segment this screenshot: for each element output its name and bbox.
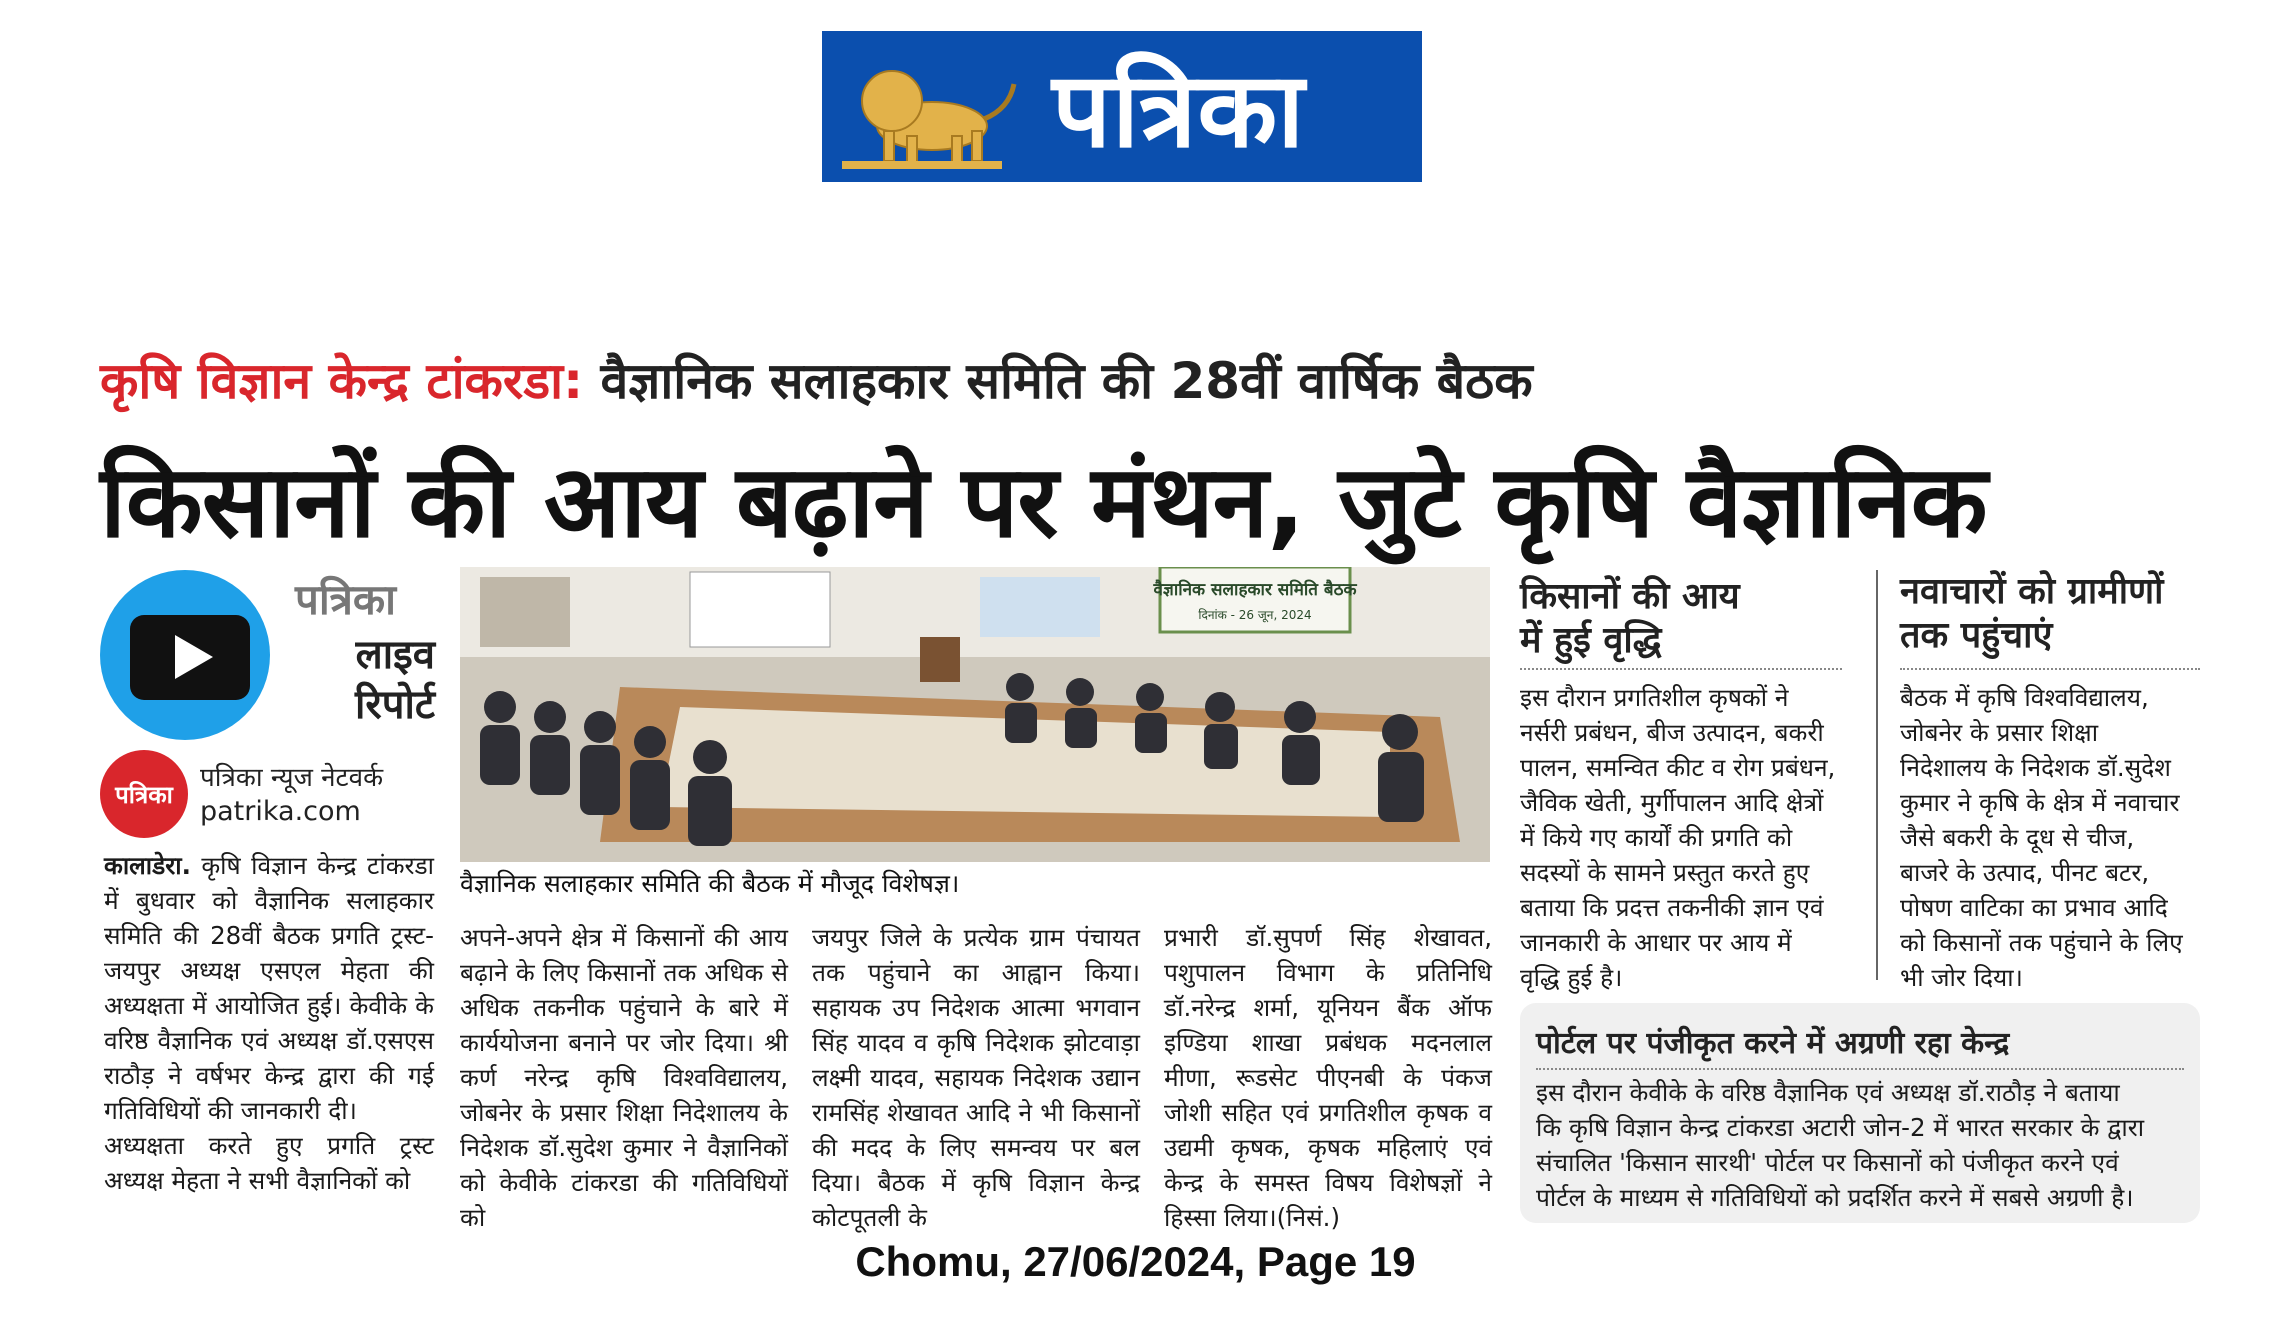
column-divider (1876, 570, 1878, 980)
sidebar-innovation-text: बैठक में कृषि विश्वविद्यालय, जोबनेर के प्रसार शिक्षा निदेशालय के निदेशक डॉ.सुदेश कुमार ने कृषि के क्षेत्र में नवाचार जैसे बकरी के दूध से चीज, बाजरे के उत्पाद, पीनट बटर, पोषण वाटिका का प्रभाव आदि को किसानों तक पहुंचाने के लिए भी जोर दिया। (1900, 683, 2183, 992)
patrika-logo-icon: पत्रिका (100, 750, 188, 838)
divider (1536, 1068, 2184, 1070)
divider (1520, 668, 1842, 670)
portal-heading: पोर्टल पर पंजीकृत करने में अग्रणी रहा केन्द्र (1536, 1026, 2010, 1061)
lion-logo-icon (822, 31, 1022, 182)
article-dateline: कालाडेरा. (104, 851, 191, 880)
divider (1900, 668, 2200, 670)
article-headline: किसानों की आय बढ़ाने पर मंथन, जुटे कृषि वैज्ञानिक (100, 443, 1987, 560)
article-kicker (100, 345, 2200, 415)
photo-caption: वैज्ञानिक सलाहकार समिति की बैठक में मौजूद विशेषज्ञ। (460, 869, 960, 898)
portal-box (1520, 1003, 2200, 1223)
masthead (822, 31, 1422, 182)
column-1-text: कृषि विज्ञान केन्द्र टांकरडा में बुधवार को वैज्ञानिक सलाहकार समिति की 28वीं बैठक प्रगति ट्रस्ट-जयपुर अध्यक्ष एसएल मेहता की अध्यक्षता में आयोजित हुई। केवीके के वरिष्ठ वैज्ञानिक एवं अध्यक्ष डॉ.एसएस राठौड़ ने वर्षभर केन्द्र द्वारा की गई गतिविधियों की जानकारी दी। अध्यक्षता करते हुए प्रगति ट्रस्ट अध्यक्ष मेहता ने सभी वैज्ञानिकों को (104, 851, 434, 1195)
sidebar-income-text: इस दौरान प्रगतिशील कृषकों ने नर्सरी प्रबंधन, बीज उत्पादन, बकरी पालन, समन्वित कीट व रोग प्रबंधन, जैविक खेती, मुर्गीपालन आदि क्षेत्रों में किये गए कार्यों की प्रगति को सदस्यों के सामने प्रस्तुत करते हुए बताया कि प्रदत्त तकनीकी ज्ञान एवं जानकारी के आधार पर आय में वृद्धि हुई है। (1520, 683, 1836, 992)
kicker-subject: वैज्ञानिक सलाहकार समिति की 28वीं वार्षिक बैठक (600, 352, 1533, 410)
article-column-1 (104, 848, 434, 1228)
play-icon[interactable] (130, 615, 250, 700)
photo-banner-text: वैज्ञानिक सलाहकार समिति बैठक (1153, 580, 1357, 600)
sidebar-income-heading: किसानों की आय में हुई वृद्धि (1520, 576, 1740, 661)
photo-banner-date: दिनांक - 26 जून, 2024 (1198, 608, 1312, 622)
article-column-3: जयपुर जिले के प्रत्येक ग्राम पंचायत तक पहुंचाने का आह्वान किया। सहायक उप निदेशक आत्मा भगवान सिंह यादव व कृषि निदेशक झोटवाड़ा लक्ष्मी यादव, सहायक निदेशक उद्यान रामसिंह शेखावत आदि ने भी किसानों की मदद के लिए समन्वय पर बल दिया। बैठक में कृषि विज्ञान केन्द्र कोटपूतली के (812, 923, 1140, 1232)
network-url[interactable]: patrika.com (200, 796, 361, 827)
article-column-4: प्रभारी डॉ.सुपर्ण सिंह शेखावत, पशुपालन विभाग के प्रतिनिधि डॉ.नरेन्द्र शर्मा, यूनियन बैंक ऑफ इण्डिया शाखा प्रबंधक मदनलाल मीणा, रूडसेट पीएनबी के पंकज जोशी सहित एवं प्रगतिशील कृषक व उद्यमी कृषक, कृषक महिलाएं एवं केन्द्र के समस्त विषय विशेषज्ञों ने हिस्सा लिया।(निसं.) (1164, 923, 1492, 1232)
meeting-photo-illustration (460, 567, 1490, 862)
meeting-photo (460, 567, 1490, 862)
live-report-badge[interactable] (100, 570, 440, 745)
sidebar-innovation-heading: नवाचारों को ग्रामीणों तक पहुंचाएं (1900, 571, 2164, 656)
masthead-title: पत्रिका (1052, 49, 1306, 171)
news-network (100, 750, 440, 840)
badge-brand: पत्रिका (295, 575, 397, 624)
badge-live-label: लाइव रिपोर्ट (355, 632, 435, 728)
network-name: पत्रिका न्यूज नेटवर्क (200, 763, 384, 793)
portal-text: इस दौरान केवीके के वरिष्ठ वैज्ञानिक एवं अध्यक्ष डॉ.राठौड़ ने बताया कि कृषि विज्ञान केन्द्र टांकरडा अटारी जोन-2 में भारत सरकार के द्वारा संचालित 'किसान सारथी' पोर्टल पर किसानों को पंजीकृत करने एवं पोर्टल के माध्यम से गतिविधियों को प्रदर्शित करने में सबसे अग्रणी है। (1536, 1078, 2145, 1212)
kicker-location: कृषि विज्ञान केन्द्र टांकरडा: (100, 352, 584, 410)
article-column-2: अपने-अपने क्षेत्र में किसानों की आय बढ़ाने के लिए किसानों तक अधिक से अधिक तकनीक पहुंचाने के बारे में कार्ययोजना बनाने पर जोर दिया। श्री कर्ण नरेन्द्र कृषि विश्वविद्यालय, जोबनेर के प्रसार शिक्षा निदेशालय के निदेशक डॉ.सुदेश कुमार ने वैज्ञानिकों को केवीके टांकरडा की गतिविधियों को (460, 923, 788, 1232)
source-footer: Chomu, 27/06/2024, Page 19 (855, 1238, 1416, 1285)
